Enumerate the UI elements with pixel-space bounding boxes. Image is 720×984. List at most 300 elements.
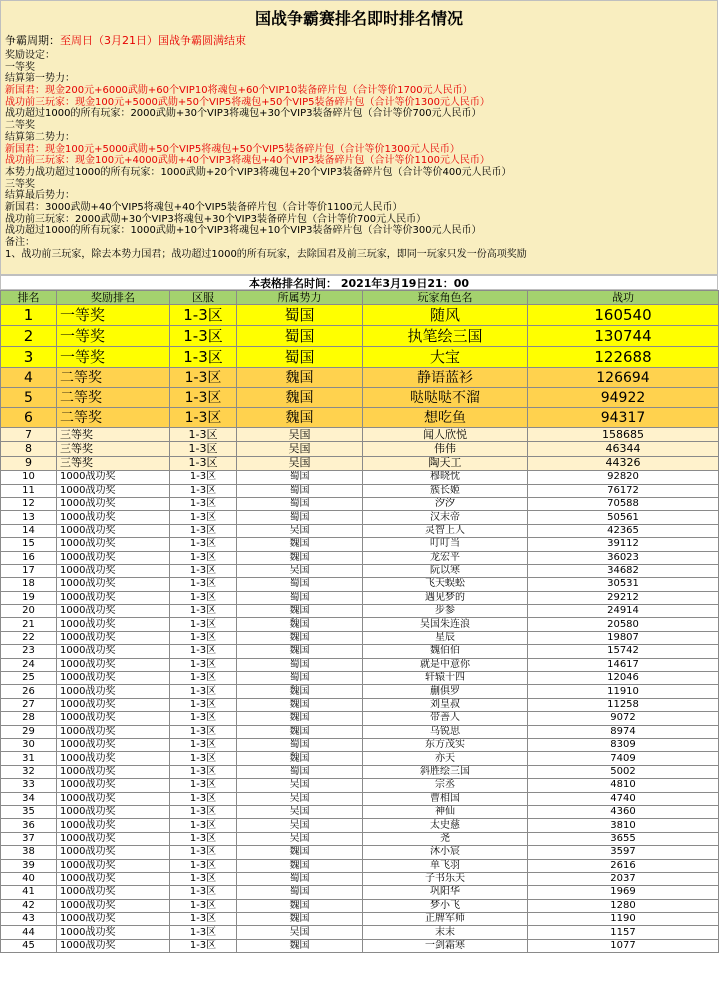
table-row <box>1 805 719 818</box>
award-cell: 1000战功奖 <box>57 792 170 805</box>
header-faction: 所属势力 <box>237 291 363 305</box>
rank-cell: 44 <box>1 926 57 939</box>
merit-cell: 15742 <box>528 645 719 658</box>
merit-cell: 92820 <box>528 471 719 484</box>
award-cell: 1000战功奖 <box>57 564 170 577</box>
player-name-cell: 沐小宸 <box>363 846 528 859</box>
rules-panel <box>0 0 718 275</box>
table-row <box>1 899 719 912</box>
server-cell: 1-3区 <box>170 578 237 591</box>
rank-cell: 42 <box>1 899 57 912</box>
award-cell: 1000战功奖 <box>57 752 170 765</box>
server-cell: 1-3区 <box>170 913 237 926</box>
server-cell: 1-3区 <box>170 725 237 738</box>
server-cell: 1-3区 <box>170 456 237 470</box>
table-row <box>1 551 719 564</box>
server-cell: 1-3区 <box>170 698 237 711</box>
server-cell: 1-3区 <box>170 497 237 510</box>
table-row <box>1 819 719 832</box>
award-cell: 1000战功奖 <box>57 779 170 792</box>
player-name-cell: 蒯俱罗 <box>363 685 528 698</box>
header-award: 奖励排名 <box>57 291 170 305</box>
rank-cell: 29 <box>1 725 57 738</box>
server-cell: 1-3区 <box>170 859 237 872</box>
player-name-cell: 带善人 <box>363 712 528 725</box>
player-name-cell: 吴国朱连浪 <box>363 618 528 631</box>
rule-line: 新国君：现金200元+6000武勋+60个VIP10将魂包+60个VIP10装备碎片包（合计等价1700元人民币） <box>5 85 473 97</box>
table-row <box>1 484 719 497</box>
table-row <box>1 511 719 524</box>
player-name-cell: 阮以寒 <box>363 564 528 577</box>
table-row <box>1 752 719 765</box>
ranking-time-banner: 本表格排名时间： 2021年3月19日21：00 <box>0 275 718 290</box>
table-row <box>1 725 719 738</box>
faction-cell: 蜀国 <box>237 511 363 524</box>
player-name-cell: 单飞羽 <box>363 859 528 872</box>
merit-cell: 76172 <box>528 484 719 497</box>
rank-cell: 16 <box>1 551 57 564</box>
rule-line: 战功前三玩家：2000武勋+30个VIP3将魂包+30个VIP3装备碎片包（合计等价700元人民币） <box>5 213 427 225</box>
player-name-cell: 梦小飞 <box>363 899 528 912</box>
award-cell: 1000战功奖 <box>57 471 170 484</box>
player-name-cell: 随风 <box>363 305 528 326</box>
award-cell: 二等奖 <box>57 368 170 388</box>
award-cell: 1000战功奖 <box>57 846 170 859</box>
rule-line: 新国君：3000武勋+40个VIP5将魂包+40个VIP5装备碎片包（合计等价1100元人民币） <box>5 201 403 213</box>
player-name-cell: 尧 <box>363 832 528 845</box>
faction-cell: 蜀国 <box>237 886 363 899</box>
merit-cell: 4810 <box>528 779 719 792</box>
award-cell: 一等奖 <box>57 347 170 368</box>
player-name-cell: 龙宏平 <box>363 551 528 564</box>
player-name-cell: 魏伯伯 <box>363 645 528 658</box>
faction-cell: 吴国 <box>237 456 363 470</box>
rule-line: 本势力战功超过1000的所有玩家：1000武勋+20个VIP3将魂包+20个VIP3装备碎片包（合计等价400元人民币） <box>5 166 512 178</box>
rank-cell: 2 <box>1 326 57 347</box>
server-cell: 1-3区 <box>170 792 237 805</box>
header-server: 区服 <box>170 291 237 305</box>
merit-cell: 24914 <box>528 605 719 618</box>
award-cell: 1000战功奖 <box>57 725 170 738</box>
rule-line: 战功超过1000的所有玩家：1000武勋+10个VIP3将魂包+10个VIP3装备碎片包（合计等价300元人民币） <box>5 225 482 237</box>
faction-cell: 吴国 <box>237 564 363 577</box>
merit-cell: 39112 <box>528 538 719 551</box>
award-cell: 1000战功奖 <box>57 698 170 711</box>
player-name-cell: 一剑霜寒 <box>363 939 528 952</box>
table-row <box>1 605 719 618</box>
merit-cell: 158685 <box>528 428 719 442</box>
rank-cell: 21 <box>1 618 57 631</box>
table-row <box>1 832 719 845</box>
rank-cell: 4 <box>1 368 57 388</box>
faction-cell: 魏国 <box>237 913 363 926</box>
server-cell: 1-3区 <box>170 408 237 428</box>
rules-list <box>1 50 717 260</box>
rank-cell: 11 <box>1 484 57 497</box>
server-cell: 1-3区 <box>170 752 237 765</box>
award-cell: 1000战功奖 <box>57 631 170 644</box>
award-cell: 1000战功奖 <box>57 899 170 912</box>
faction-cell: 蜀国 <box>237 872 363 885</box>
merit-cell: 42365 <box>528 524 719 537</box>
award-cell: 1000战功奖 <box>57 872 170 885</box>
rank-cell: 37 <box>1 832 57 845</box>
table-row <box>1 388 719 408</box>
faction-cell: 吴国 <box>237 805 363 818</box>
merit-cell: 1280 <box>528 899 719 912</box>
table-row <box>1 538 719 551</box>
server-cell: 1-3区 <box>170 765 237 778</box>
table-header-row <box>1 291 719 305</box>
faction-cell: 魏国 <box>237 859 363 872</box>
faction-cell: 魏国 <box>237 605 363 618</box>
merit-cell: 14617 <box>528 658 719 671</box>
merit-cell: 34682 <box>528 564 719 577</box>
award-cell: 1000战功奖 <box>57 738 170 751</box>
faction-cell: 蜀国 <box>237 471 363 484</box>
rule-line: 结算第二势力： <box>5 131 75 143</box>
table-row <box>1 685 719 698</box>
award-cell: 1000战功奖 <box>57 685 170 698</box>
rule-line: 战功超过1000的所有玩家：2000武勋+30个VIP3将魂包+30个VIP3装备碎片包（合计等价700元人民币） <box>5 108 482 120</box>
server-cell: 1-3区 <box>170 326 237 347</box>
player-name-cell: 宗丞 <box>363 779 528 792</box>
rank-cell: 6 <box>1 408 57 428</box>
faction-cell: 魏国 <box>237 631 363 644</box>
rule-line: 一等奖 <box>5 61 35 73</box>
server-cell: 1-3区 <box>170 899 237 912</box>
merit-cell: 70588 <box>528 497 719 510</box>
award-cell: 1000战功奖 <box>57 886 170 899</box>
award-cell: 1000战功奖 <box>57 538 170 551</box>
table-row <box>1 738 719 751</box>
faction-cell: 魏国 <box>237 408 363 428</box>
award-cell: 1000战功奖 <box>57 939 170 952</box>
server-cell: 1-3区 <box>170 538 237 551</box>
faction-cell: 蜀国 <box>237 672 363 685</box>
merit-cell: 160540 <box>528 305 719 326</box>
faction-cell: 吴国 <box>237 779 363 792</box>
faction-cell: 蜀国 <box>237 765 363 778</box>
player-name-cell: 曹相国 <box>363 792 528 805</box>
period-line <box>1 34 717 48</box>
table-row <box>1 305 719 326</box>
faction-cell: 魏国 <box>237 939 363 952</box>
table-body <box>1 305 719 953</box>
server-cell: 1-3区 <box>170 471 237 484</box>
award-cell: 1000战功奖 <box>57 819 170 832</box>
player-name-cell: 斜胜绘三国 <box>363 765 528 778</box>
table-row <box>1 428 719 442</box>
server-cell: 1-3区 <box>170 832 237 845</box>
player-name-cell: 簇长姬 <box>363 484 528 497</box>
table-row <box>1 886 719 899</box>
table-row <box>1 698 719 711</box>
rank-cell: 38 <box>1 846 57 859</box>
server-cell: 1-3区 <box>170 305 237 326</box>
merit-cell: 29212 <box>528 591 719 604</box>
player-name-cell: 末末 <box>363 926 528 939</box>
faction-cell: 蜀国 <box>237 578 363 591</box>
player-name-cell: 太史慈 <box>363 819 528 832</box>
player-name-cell: 乌锐思 <box>363 725 528 738</box>
table-row <box>1 792 719 805</box>
player-name-cell: 巩阳华 <box>363 886 528 899</box>
merit-cell: 2616 <box>528 859 719 872</box>
table-row <box>1 326 719 347</box>
award-cell: 1000战功奖 <box>57 497 170 510</box>
table-row <box>1 442 719 456</box>
rank-cell: 36 <box>1 819 57 832</box>
award-cell: 1000战功奖 <box>57 805 170 818</box>
award-cell: 一等奖 <box>57 305 170 326</box>
merit-cell: 3810 <box>528 819 719 832</box>
server-cell: 1-3区 <box>170 658 237 671</box>
rule-line: 战功前三玩家：现金100元+4000武勋+40个VIP3将魂包+40个VIP3装备碎片包（合计等价1100元人民币） <box>5 155 490 167</box>
rank-cell: 45 <box>1 939 57 952</box>
faction-cell: 吴国 <box>237 524 363 537</box>
merit-cell: 94922 <box>528 388 719 408</box>
server-cell: 1-3区 <box>170 591 237 604</box>
player-name-cell: 飞天蜈蚣 <box>363 578 528 591</box>
server-cell: 1-3区 <box>170 631 237 644</box>
player-name-cell: 亦天 <box>363 752 528 765</box>
server-cell: 1-3区 <box>170 779 237 792</box>
table-row <box>1 456 719 470</box>
merit-cell: 3597 <box>528 846 719 859</box>
merit-cell: 20580 <box>528 618 719 631</box>
award-cell: 三等奖 <box>57 456 170 470</box>
server-cell: 1-3区 <box>170 551 237 564</box>
player-name-cell: 灵智上人 <box>363 524 528 537</box>
rank-cell: 30 <box>1 738 57 751</box>
server-cell: 1-3区 <box>170 939 237 952</box>
award-cell: 1000战功奖 <box>57 578 170 591</box>
player-name-cell: 刘皇叔 <box>363 698 528 711</box>
award-cell: 1000战功奖 <box>57 524 170 537</box>
rule-line: 备注： <box>5 237 35 248</box>
rank-cell: 3 <box>1 347 57 368</box>
merit-cell: 126694 <box>528 368 719 388</box>
rule-line: 战功前三玩家：现金100元+5000武勋+50个VIP5将魂包+50个VIP5装备碎片包（合计等价1300元人民币） <box>5 96 490 108</box>
faction-cell: 蜀国 <box>237 326 363 347</box>
faction-cell: 蜀国 <box>237 484 363 497</box>
faction-cell: 蜀国 <box>237 305 363 326</box>
faction-cell: 魏国 <box>237 685 363 698</box>
rank-cell: 26 <box>1 685 57 698</box>
table-row <box>1 779 719 792</box>
merit-cell: 5002 <box>528 765 719 778</box>
rank-cell: 28 <box>1 712 57 725</box>
award-cell: 二等奖 <box>57 408 170 428</box>
faction-cell: 魏国 <box>237 725 363 738</box>
rank-cell: 5 <box>1 388 57 408</box>
header-rank: 排名 <box>1 291 57 305</box>
rank-cell: 13 <box>1 511 57 524</box>
table-row <box>1 859 719 872</box>
merit-cell: 8974 <box>528 725 719 738</box>
rank-cell: 23 <box>1 645 57 658</box>
rank-cell: 39 <box>1 859 57 872</box>
faction-cell: 吴国 <box>237 832 363 845</box>
faction-cell: 魏国 <box>237 698 363 711</box>
rank-cell: 15 <box>1 538 57 551</box>
award-cell: 1000战功奖 <box>57 926 170 939</box>
player-name-cell: 汐汐 <box>363 497 528 510</box>
rule-line: 二等奖 <box>5 120 35 132</box>
table-row <box>1 712 719 725</box>
player-name-cell: 大宝 <box>363 347 528 368</box>
rank-cell: 27 <box>1 698 57 711</box>
server-cell: 1-3区 <box>170 926 237 939</box>
award-cell: 二等奖 <box>57 388 170 408</box>
merit-cell: 1077 <box>528 939 719 952</box>
faction-cell: 吴国 <box>237 819 363 832</box>
server-cell: 1-3区 <box>170 846 237 859</box>
server-cell: 1-3区 <box>170 388 237 408</box>
rank-cell: 9 <box>1 456 57 470</box>
player-name-cell: 哒哒哒不溜 <box>363 388 528 408</box>
server-cell: 1-3区 <box>170 685 237 698</box>
faction-cell: 吴国 <box>237 926 363 939</box>
table-row <box>1 591 719 604</box>
faction-cell: 魏国 <box>237 551 363 564</box>
rule-line: 奖励设定： <box>5 50 55 61</box>
award-cell: 一等奖 <box>57 326 170 347</box>
table-row <box>1 658 719 671</box>
player-name-cell: 遇见梦的 <box>363 591 528 604</box>
server-cell: 1-3区 <box>170 805 237 818</box>
server-cell: 1-3区 <box>170 442 237 456</box>
table-row <box>1 872 719 885</box>
faction-cell: 魏国 <box>237 388 363 408</box>
merit-cell: 3655 <box>528 832 719 845</box>
table-row <box>1 408 719 428</box>
merit-cell: 11258 <box>528 698 719 711</box>
table-row <box>1 672 719 685</box>
merit-cell: 4740 <box>528 792 719 805</box>
award-cell: 三等奖 <box>57 442 170 456</box>
player-name-cell: 轩辕十四 <box>363 672 528 685</box>
table-row <box>1 926 719 939</box>
award-cell: 1000战功奖 <box>57 511 170 524</box>
faction-cell: 魏国 <box>237 618 363 631</box>
faction-cell: 吴国 <box>237 792 363 805</box>
player-name-cell: 执笔绘三国 <box>363 326 528 347</box>
player-name-cell: 神仙 <box>363 805 528 818</box>
merit-cell: 9072 <box>528 712 719 725</box>
rank-cell: 32 <box>1 765 57 778</box>
server-cell: 1-3区 <box>170 819 237 832</box>
table-row <box>1 765 719 778</box>
award-cell: 三等奖 <box>57 428 170 442</box>
rule-line: 三等奖 <box>5 178 35 190</box>
player-name-cell: 叮叮当 <box>363 538 528 551</box>
rank-cell: 41 <box>1 886 57 899</box>
merit-cell: 8309 <box>528 738 719 751</box>
page-title: 国战争霸赛排名即时排名情况 <box>254 9 463 28</box>
rule-line: 结算第一势力： <box>5 73 75 85</box>
server-cell: 1-3区 <box>170 712 237 725</box>
server-cell: 1-3区 <box>170 645 237 658</box>
rank-cell: 40 <box>1 872 57 885</box>
rank-cell: 34 <box>1 792 57 805</box>
merit-cell: 46344 <box>528 442 719 456</box>
faction-cell: 魏国 <box>237 752 363 765</box>
table-row <box>1 497 719 510</box>
faction-cell: 魏国 <box>237 712 363 725</box>
merit-cell: 11910 <box>528 685 719 698</box>
rank-cell: 43 <box>1 913 57 926</box>
rank-cell: 24 <box>1 658 57 671</box>
award-cell: 1000战功奖 <box>57 484 170 497</box>
table-row <box>1 846 719 859</box>
faction-cell: 魏国 <box>237 899 363 912</box>
award-cell: 1000战功奖 <box>57 605 170 618</box>
rule-line: 1、战功前三玩家，除去本势力国君；战功超过1000的所有玩家，去除国君及前三玩家，即同一玩家只发一份高项奖励 <box>5 248 527 260</box>
award-cell: 1000战功奖 <box>57 712 170 725</box>
merit-cell: 94317 <box>528 408 719 428</box>
merit-cell: 1157 <box>528 926 719 939</box>
table-row <box>1 578 719 591</box>
player-name-cell: 正牌军师 <box>363 913 528 926</box>
award-cell: 1000战功奖 <box>57 551 170 564</box>
rank-cell: 12 <box>1 497 57 510</box>
award-cell: 1000战功奖 <box>57 591 170 604</box>
award-cell: 1000战功奖 <box>57 618 170 631</box>
faction-cell: 魏国 <box>237 645 363 658</box>
server-cell: 1-3区 <box>170 886 237 899</box>
server-cell: 1-3区 <box>170 347 237 368</box>
table-row <box>1 631 719 644</box>
server-cell: 1-3区 <box>170 605 237 618</box>
merit-cell: 50561 <box>528 511 719 524</box>
player-name-cell: 想吃鱼 <box>363 408 528 428</box>
player-name-cell: 穆晓忱 <box>363 471 528 484</box>
player-name-cell: 东方茂实 <box>363 738 528 751</box>
header-merit: 战功 <box>528 291 719 305</box>
award-cell: 1000战功奖 <box>57 645 170 658</box>
rank-cell: 14 <box>1 524 57 537</box>
table-row <box>1 524 719 537</box>
merit-cell: 1190 <box>528 913 719 926</box>
table-row <box>1 347 719 368</box>
rank-cell: 20 <box>1 605 57 618</box>
award-cell: 1000战功奖 <box>57 913 170 926</box>
server-cell: 1-3区 <box>170 618 237 631</box>
table-row <box>1 564 719 577</box>
award-cell: 1000战功奖 <box>57 765 170 778</box>
table-row <box>1 618 719 631</box>
rank-cell: 25 <box>1 672 57 685</box>
player-name-cell: 陶天工 <box>363 456 528 470</box>
server-cell: 1-3区 <box>170 672 237 685</box>
player-name-cell: 伟伟 <box>363 442 528 456</box>
award-cell: 1000战功奖 <box>57 658 170 671</box>
player-name-cell: 闻人欣悦 <box>363 428 528 442</box>
faction-cell: 蜀国 <box>237 658 363 671</box>
player-name-cell: 子书乐天 <box>363 872 528 885</box>
rank-cell: 33 <box>1 779 57 792</box>
table-row <box>1 645 719 658</box>
rank-cell: 22 <box>1 631 57 644</box>
faction-cell: 蜀国 <box>237 591 363 604</box>
faction-cell: 魏国 <box>237 846 363 859</box>
rank-cell: 31 <box>1 752 57 765</box>
faction-cell: 魏国 <box>237 368 363 388</box>
player-name-cell: 星辰 <box>363 631 528 644</box>
merit-cell: 36023 <box>528 551 719 564</box>
